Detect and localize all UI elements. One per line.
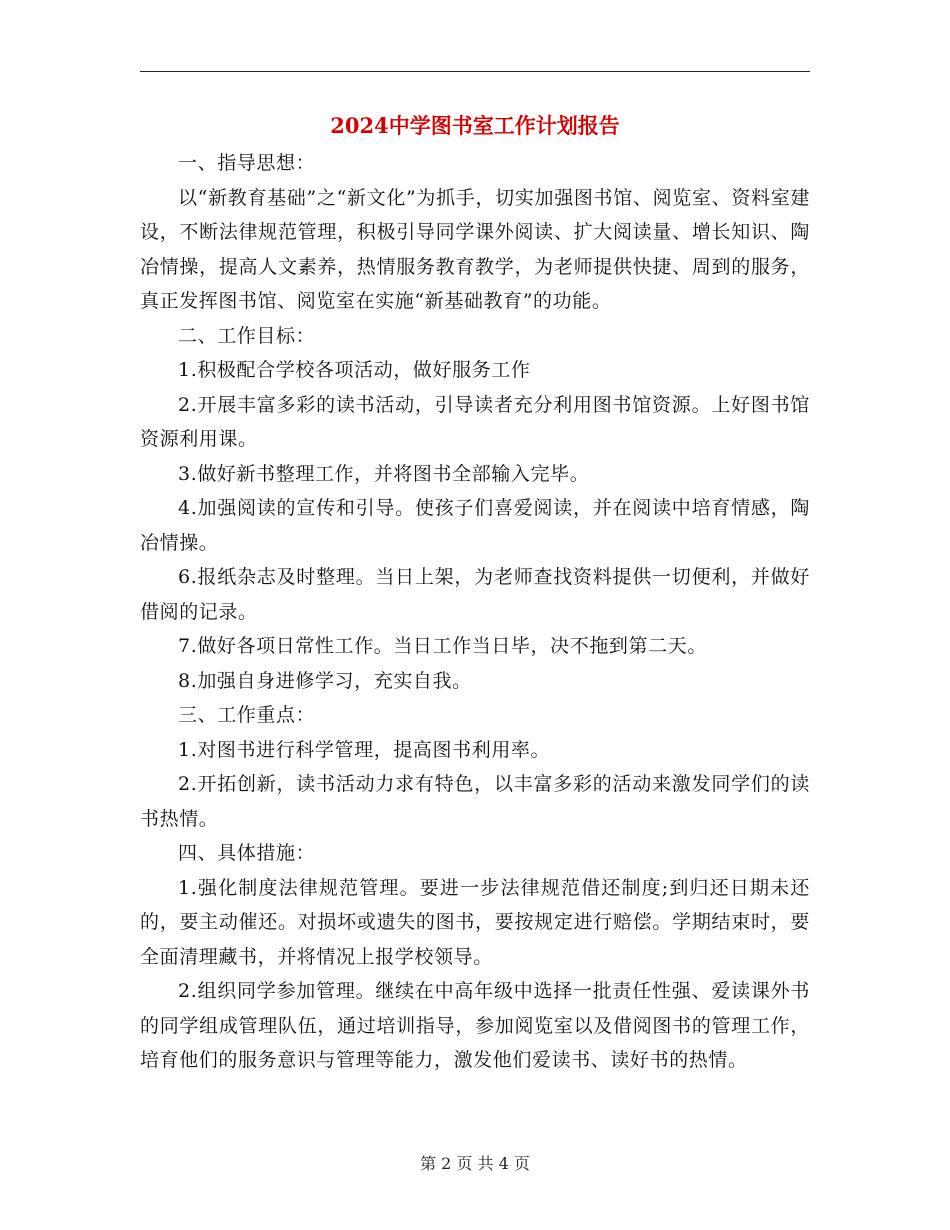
list-item: 2.组织同学参加管理。继续在中高年级中选择一批责任性强、爱读课外书的同学组成管理队伍，通过培训指导，参加阅览室以及借阅图书的管理工作，培育他们的服务意识与管理等能力，激发他们爱读书、读好书的热情。 [140,980,810,1071]
list-item: 3.做好新书整理工作，并将图书全部输入完毕。 [178,462,590,485]
page-number: 第 2 页 共 4 页 [420,1154,530,1173]
section-heading: 三、工作重点： [178,704,316,726]
document-title: 2024中学图书室工作计划报告 [330,113,620,138]
list-item: 2.开展丰富多彩的读书活动，引导读者充分利用图书馆资源。上好图书馆资源利用课。 [140,393,810,450]
list-item: 7.做好各项日常性工作。当日工作当日毕，决不拖到第二天。 [178,635,707,657]
section-heading: 一、指导思想： [178,152,316,174]
section-heading: 四、具体措施： [178,842,316,864]
list-item: 1.积极配合学校各项活动，做好服务工作 [178,359,531,381]
list-item: 6.报纸杂志及时整理。当日上架，为老师查找资料提供一切便利，并做好借阅的记录。 [140,566,810,623]
header-rule [140,71,810,72]
paragraph: 以“新教育基础”之“新文化”为抓手，切实加强图书馆、阅览室、资料室建设，不断法律规范管理，积极引导同学课外阅读、扩大阅读量、增长知识、陶冶情操，提高人文素养，热情服务教育教学，为老师提供快捷、周到的服务，真正发挥图书馆、阅览室在实施“新基础教育”的功能。 [140,186,810,312]
document-body [140,146,810,1078]
list-item: 1.对图书进行科学管理，提高图书利用率。 [178,738,551,761]
list-item: 4.加强阅读的宣传和引导。使孩子们喜爱阅读，并在阅读中培育情感，陶冶情操。 [140,497,810,554]
section-heading: 二、工作目标： [178,324,316,347]
list-item: 1.强化制度法律规范管理。要进一步法律规范借还制度;到归还日期未还的，要主动催还。对损坏或遗失的图书，要按规定进行赔偿。学期结束时，要全面清理藏书，并将情况上报学校领导。 [140,876,810,968]
list-item: 2.开拓创新，读书活动力求有特色，以丰富多彩的活动来激发同学们的读书热情。 [140,773,810,830]
list-item: 8.加强自身进修学习，充实自我。 [178,669,472,692]
